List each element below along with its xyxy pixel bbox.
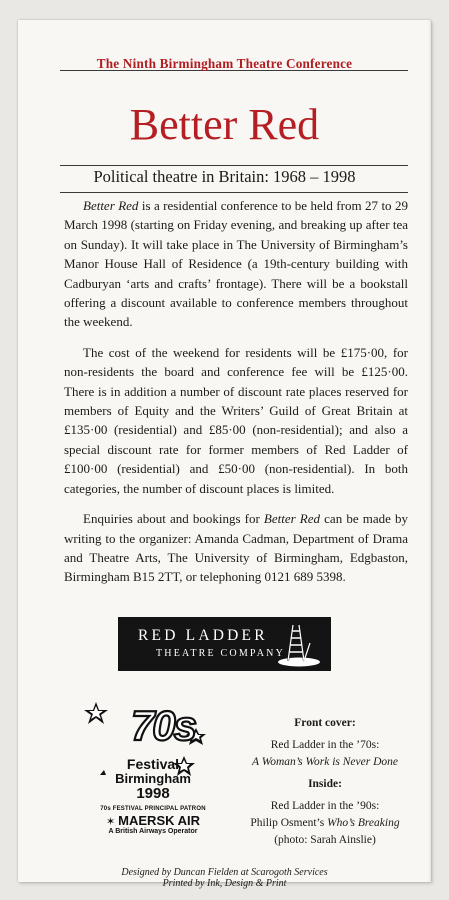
footer-designed-by: Designed by Duncan Fielden at Scarogoth Services: [121, 867, 328, 878]
ladder-icon: [276, 623, 322, 667]
inside-line1: Red Ladder in the ’90s:: [270, 800, 380, 812]
festival-logo: [78, 696, 228, 841]
conference-name: The Ninth Birmingham Theatre Conference: [96, 56, 353, 71]
festival-line1: Festival: [126, 756, 180, 772]
paragraph-intro-text: is a residential conference to be held from 27 to 29 March 1998 (starting on Friday evening, and breaking up after tea on Sunday). It will take place in The University of Birmingham’s Manor House Hall of Residence (a 19th-century building with Cadburyan ‘arts and crafts’ frontage). There will be a bookstall offering a discount available to conference members throughout the weekend.: [64, 198, 408, 330]
subtitle-bottom-rule: [60, 192, 408, 193]
cover-credits: [250, 715, 400, 849]
paragraph-enquiries-before: Enquiries about and bookings for: [83, 511, 264, 527]
paragraph-intro: [64, 196, 408, 332]
inside-line3: (photo: Sarah Ainslie): [274, 834, 376, 846]
red-ladder-logo-subtitle: THEATRE COMPANY: [156, 648, 286, 659]
inside-line2-title: Who’s Breaking: [327, 817, 400, 829]
paragraph-costs: The cost of the weekend for residents will be £175·00, for non-residents the board and conference fee will be £125·00. There is in addition a number of discount rate places reserved for members of Equity and the Writers’ Guild of Great Britain at £135·00 (residential) and £85·00 (non-residential); and also a special discount rate for former members of Red Ladder of £100·00 (residential) and £50·00 (non-residential). In both categories, the number of discount places is limited.: [64, 344, 408, 496]
festival-year: 1998: [136, 785, 170, 802]
festival-patron-label: 70s FESTIVAL PRINCIPAL PATRON: [100, 806, 206, 812]
festival-sponsor-name: MAERSK AIR: [118, 813, 201, 828]
body-text: [64, 196, 408, 598]
red-ladder-logo-name: RED LADDER: [138, 627, 268, 644]
festival-line2: Birmingham: [115, 771, 191, 786]
title-reference: Better Red: [263, 511, 321, 527]
front-cover-line1: Red Ladder in the ’70s:: [270, 739, 380, 751]
inside-heading: Inside:: [308, 778, 342, 790]
maersk-star-icon: ✶: [105, 816, 116, 828]
red-ladder-logo: [118, 617, 331, 671]
paragraph-enquiries-after: can be made by writing to the organizer: Amanda Cadman, Department of Drama and Theatre Arts, The University of Birmingham, Edgbaston, Birmingham B15 2TT, or telephoning 0121 689 5398.: [64, 511, 408, 585]
festival-decade: 70s: [130, 702, 196, 749]
footer-credits: [18, 867, 431, 889]
front-cover-heading: Front cover:: [294, 717, 356, 729]
page-title: Better Red: [129, 100, 320, 149]
festival-sponsor-note: A British Airways Operator: [108, 828, 198, 835]
festival-sponsor: [78, 813, 228, 828]
leaflet-page: [18, 20, 431, 889]
inside-line2-prefix: Philip Osment’s: [250, 817, 328, 829]
front-cover-line2: A Woman’s Work is Never Done: [252, 756, 398, 768]
footer-printed-by: Printed by Ink, Design & Print: [162, 878, 287, 889]
title-reference: Better Red: [83, 198, 139, 213]
paragraph-enquiries: [64, 509, 408, 587]
subtitle-top-rule: [60, 165, 408, 166]
page-subtitle: Political theatre in Britain: 1968 – 1998: [93, 167, 356, 186]
